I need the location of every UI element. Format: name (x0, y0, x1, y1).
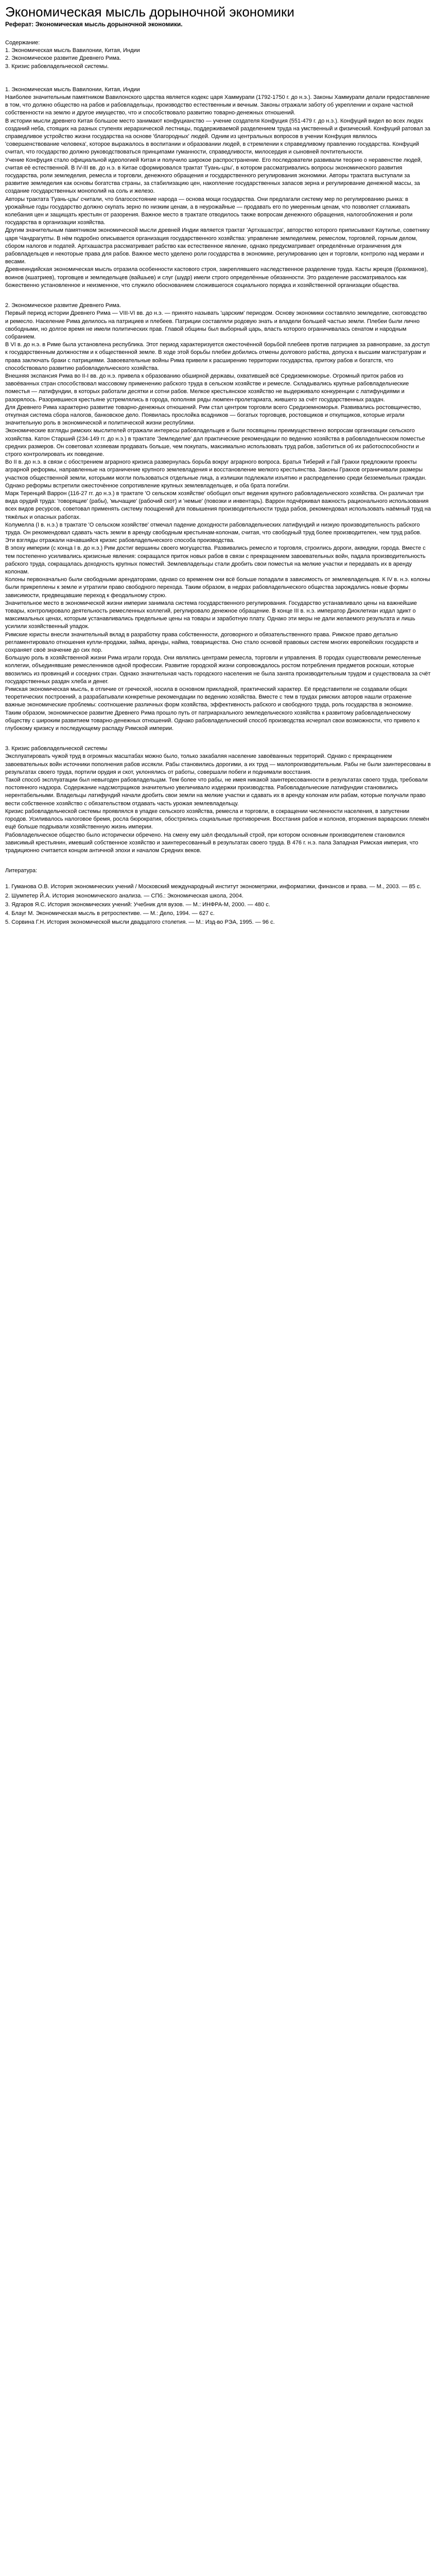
article-body (5, 86, 431, 855)
toc-heading: Содержание: (5, 40, 40, 46)
toc-item: 3. Кризис рабовладельческой системы. (5, 63, 109, 70)
paragraph: Римские юристы внесли значительный вклад в разработку права собственности, договорного и обязательственного права. Римское право детально регламентировало отношения купли-продажи, займа, аренды, найма, товарищества. Оно стало основой правовых систем многих европейских государств и сохраняет своё значение до сих пор. (5, 631, 418, 654)
paragraph: Авторы трактата 'Гуань-цзы' считали, что благосостояние народа — основа мощи государства. Они предлагали систему мер по регулированию рынка: в урожайные годы государство должно скупать зерно по низким ценам, а в неурожайные — продавать его по умеренным ценам, что позволяет сглаживать колебания цен и защищать крестьян от разорения. Важное место в трактате отводилось также вопросам денежного обращения, налогообложения и роли государства в организации хозяйства. (5, 196, 413, 226)
paragraph: Другим значительным памятником экономической мысли древней Индии является трактат 'Артхашастра', авторство которого приписывают Каутилье, советнику царя Чандрагупты. В нём подробно описывается организация государственного хозяйства: управление земледелием, ремеслом, торговлей, горным делом, сбором налогов и податей. Артхашастра рассматривает рабство как естественное явление, однако предусматривает определённые ограничения для рабовладельцев и некоторые права для рабов. Важное место уделено роли государства в экономике, регулированию цен и торговли, контролю над мерами и весами. (5, 227, 430, 265)
paragraph: Римская экономическая мысль, в отличие от греческой, носила в основном прикладной, практический характер. Её представители не создавали общих теоретических построений, а разрабатывали конкретные рекомендации по ведению хозяйства. Вместе с тем в трудах римских авторов нашли отражение важные экономические проблемы: соотношение различных форм хозяйства, эффективность рабского и свободного труда, роль государства в экономике. (5, 686, 413, 708)
paragraph: В VI в. до н.э. в Риме была установлена республика. Этот период характеризуется ожесточённой борьбой плебеев против патрициев за равноправие, за доступ к государственным должностям и к общественной земле. В ходе этой борьбы плебеи добились отмены долгового рабства, допуска к высшим магистратурам и права заключать браки с патрициями. Завоевательные войны Рима привели к расширению территории государства, притоку рабов и богатств, что способствовало развитию рабовладельческого хозяйства. (5, 342, 430, 371)
section-spacer (5, 733, 431, 745)
paragraph: Значительное место в экономической жизни империи занимала система государственного регулирования. Государство устанавливало цены на важнейшие товары, контролировало деятельность ремесленных коллегий, регулировало денежное обращение. В конце III в. н.э. император Диоклетиан издал эдикт о максимальных ценах, которым устанавливались предельные цены на товары и заработную плату. Однако эти меры не дали желаемого результата и лишь усилили хозяйственный упадок. (5, 600, 417, 630)
article-section (5, 86, 431, 290)
paragraph: Большую роль в хозяйственной жизни Рима играли города. Они являлись центрами ремесла, торговли и управления. В городах существовали ремесленные коллегии, объединявшие ремесленников одной профессии. Развитие городской жизни сопровождалось ростом потребления предметов роскоши, которые ввозились из провинций и соседних стран. Однако значительная часть городского населения не была занята производительным трудом и существовала за счёт государственных раздач хлеба и денег. (5, 655, 431, 685)
paragraph: Рабовладельческое общество было исторически обречено. На смену ему шёл феодальный строй, при котором основным производителем становился зависимый крестьянин, имевший собственное хозяйство и заинтересованный в результатах своего труда. В 476 г. н.э. пала Западная Римская империя, что традиционно считается концом античной эпохи и началом Средних веков. (5, 832, 418, 854)
paragraph: Колоны первоначально были свободными арендаторами, однако со временем они всё больше попадали в зависимость от землевладельцев. К IV в. н.э. колоны были прикреплены к земле и утратили право свободного перехода. Таким образом, в недрах рабовладельческого общества зарождались новые формы зависимости, предвещавшие переход к феодальному строю. (5, 577, 430, 599)
page-title: Экономическая мысль дорыночной экономики (5, 4, 294, 20)
section-title: 3. Кризис рабовладельческой системы (5, 745, 108, 752)
references (5, 867, 431, 926)
paragraph: Внешняя экспансия Рима во II-I вв. до н.э. привела к образованию обширной державы, охватившей всё Средиземноморье. Огромный приток рабов из завоёванных стран способствовал массовому применению рабского труда в сельском хозяйстве и ремесле. Складывались крупные рабовладельческие поместья — латифундии, в которых работали десятки и сотни рабов. Мелкое крестьянское хозяйство не выдерживало конкуренции с латифундиями и разорялось. Разорившиеся крестьяне устремлялись в города, пополняя ряды люмпен-пролетариата, жившего за счёт государственных раздач. (5, 372, 409, 403)
paragraph: В истории мысли древнего Китая большое место занимают конфуцианство — учение создателя Конфуция (551-479 г. до н.э.). Конфуций видел во всех людях созданий неба, стоящих на разных ступенях иерархической лестницы, поддерживаемой разделением труда на умственный и физический. Конфуций ратовал за справедливое устройство жизни государства на основе 'благородных' людей. Одним из центральных вопросов в учении Конфуция являлось 'совершенствование человека', которое выражалось в воспитании и образовании людей, в стремлении к справедливому правлению государства. Конфуций считал, что государство должно руководствоваться принципами гуманности, справедливости, милосердия и сыновней почтительности. (5, 117, 430, 156)
section-spacer (5, 290, 431, 302)
section-title: 2. Экономическое развитие Древнего Рима. (5, 302, 121, 309)
page (0, 0, 436, 938)
paragraph: Учение Конфуция стало официальной идеологией Китая и получило широкое распространение. Его последователи развивали теорию о неравенстве людей, считая её естественной. В IV-III вв. до н.э. в Китае сформировался трактат 'Гуань-цзы', в котором рассматривались вопросы экономического развития государства, роли земледелия, ремесла и торговли, денежного обращения и государственного регулирования экономики. Авторы трактата выступали за развитие земледелия как основы богатства страны, за стабилизацию цен, накопление государственных запасов зерна и регулирование денежной массы, за создание государственных монополий на соль и железо. (5, 157, 422, 195)
reference-item: 3. Ядгаров Я.С. История экономических учений: Учебник для вузов. — М.: ИНФРА-М, 2000. — 480 с. (5, 901, 270, 908)
paragraph: Наиболее значительным памятником Вавилонского царства является кодекс царя Хаммурапи (1792-1750 г. до н.э.). Законы Хаммурапи делали предоставление в том, что должно общество на рабов и рабовладельцы, производство естественным и вечным. Законы отражали заботу об укреплении и охране частной собственности на землю и другое имущество, что и способствовало развитию товарно-денежных отношений. (5, 94, 430, 116)
paragraph: Первый период истории Древнего Рима — VIII-VI вв. до н.э. — принято называть 'царским' периодом. Основу экономики составляло земледелие, скотоводство и ремесло. Население Рима делилось на патрициев и плебеев. Патриции составляли родовую знать и владели большей частью земли. Плебеи были лично свободными, но долгое время не имели политических прав. Главой общины был выборный царь, власть которого ограничивалась сенатом и народным собранием. (5, 310, 427, 340)
toc-item: 2. Экономическое развитие Древнего Рима. (5, 55, 121, 62)
reference-item: 1. Гуманова О.В. История экономических учений / Московский международный институт эконометрики, информатики, финансов и права. — М., 2003. — 85 с. (5, 884, 422, 890)
reference-item: 5. Сорвина Г.Н. История экономической мысли двадцатого столетия. — М.: Изд-во РЭА, 1995. — 96 с. (5, 919, 275, 926)
reference-item: 2. Шумпетер Й.А. История экономического анализа. — СПб.: Экономическая школа, 2004. (5, 892, 243, 899)
page-subtitle: Реферат: Экономическая мысль дорыночной экономики. (5, 21, 183, 28)
paragraph: Эксплуатировать чужой труд в огромных масштабах можно было, только закабаляя население завоёванных территорий. Однако с прекращением завоевательных войн источники пополнения рабов иссякли. Рабы становились дорогими, а их труд — малопроизводительным. Рабы не были заинтересованы в результатах своего труда, портили орудия и скот, уклонялись от работы, совершали побеги и поднимали восстания. (5, 753, 431, 775)
paragraph: Такой способ эксплуатации был невыгоден рабовладельцам. Тем более что рабы, не имея никакой заинтересованности в результатах своего труда, требовали постоянного надзора. Содержание надсмотрщиков значительно увеличивало издержки производства. Рабовладельческие латифундии становились нерентабельными. Владельцы латифундий начали дробить свои земли на мелкие участки и сдавать их в аренду колонам или рабам, которые получали право вести собственное хозяйство с обязательством отдавать часть урожая землевладельцу. (5, 777, 428, 807)
paragraph: Марк Теренций Варрон (116-27 гг. до н.э.) в трактате 'О сельском хозяйстве' обобщил опыт ведения крупного рабовладельческого хозяйства. Он различал три вида орудий труда: 'говорящие' (рабы), 'мычащие' (рабочий скот) и 'немые' (повозки и инвентарь). Варрон подчёркивал важность рационального использования всех видов ресурсов, советовал применять систему поощрений для повышения производительности труда рабов, рекомендовал использовать наёмный труд на тяжёлых и опасных работах. (5, 490, 431, 520)
paragraph: Для Древнего Рима характерно развитие товарно-денежных отношений. Рим стал центром торговли всего Средиземноморья. Развивались ростовщичество, откупная система сбора налогов, банковское дело. Появилась прослойка всадников — богатых торговцев, ростовщиков и откупщиков, которые играли значительную роль в экономической и политической жизни республики. (5, 404, 421, 427)
section-title: 1. Экономическая мысль Вавилонии, Китая, Индии (5, 86, 140, 93)
article-section (5, 302, 431, 733)
paragraph: Колумелла (I в. н.э.) в трактате 'О сельском хозяйстве' отмечал падение доходности рабовладельческих латифундий и низкую производительность рабского труда. Он рекомендовал сдавать часть земли в аренду свободным крестьянам-колонам, считая, что свободный труд более производителен, чем труд рабов. Эти взгляды отражали начавшийся кризис рабовладельческого способа производства. (5, 521, 422, 544)
paragraph: В эпоху империи (с конца I в. до н.э.) Рим достиг вершины своего могущества. Развивались ремесло и торговля, строились дороги, акведуки, города. Вместе с тем постепенно усиливались кризисные явления: сокращался приток новых рабов в связи с прекращением завоевательных войн, падала производительность рабского труда, сокращалась доходность крупных поместий. Землевладельцы стали дробить свои поместья на мелкие участки и передавать их в аренду колонам. (5, 545, 426, 575)
article-section (5, 745, 431, 855)
paragraph: Древнеиндийская экономическая мысль отразила особенности кастового строя, закреплявшего наследственное разделение труда. Касты жрецов (брахманов), воинов (кшатриев), торговцев и земледельцев (вайшьев) и слуг (шудр) имели строго определённые обязанности. Это разделение рассматривалось как божественно установленное и неизменное, что служило обоснованием сложившегося социального порядка и хозяйственной организации общества. (5, 266, 428, 289)
paragraph: Таким образом, экономическое развитие Древнего Рима прошло путь от патриархального земледельческого хозяйства к развитому рабовладельческому обществу с широким развитием товарно-денежных отношений. Однако рабовладельческий способ производства исчерпал свои возможности, что привело к глубокому кризису и последующему распаду Римской империи. (5, 709, 420, 732)
paragraph: Кризис рабовладельческой системы проявлялся в упадке сельского хозяйства, ремесла и торговли, в сокращении численности населения, в запустении городов. Усиливалось налоговое бремя, росла бюрократия, обострялись социальные противоречия. Восстания рабов и колонов, вторжения варварских племён ещё больше подрывали хозяйственную жизнь империи. (5, 808, 429, 831)
table-of-contents (5, 39, 431, 71)
references-list (5, 883, 431, 926)
paragraph: Во II в. до н.э. в связи с обострением аграрного кризиса развернулась борьба вокруг аграрного вопроса. Братья Тиберий и Гай Гракхи предложили проекты аграрной реформы, направленные на ограничение крупного землевладения и восстановление мелкого крестьянства. Законы Гракхов ограничивали размеры участков общественной земли, которыми могли пользоваться отдельные лица, а излишки подлежали изъятию и распределению среди безземельных граждан. Однако реформы встретили ожесточённое сопротивление крупных землевладельцев, и оба брата погибли. (5, 459, 427, 489)
toc-item: 1. Экономическая мысль Вавилонии, Китая, Индии (5, 47, 140, 54)
references-heading: Литература: (5, 868, 38, 874)
paragraph: Экономические взгляды римских мыслителей отражали интересы рабовладельцев и были посвящены преимущественно вопросам организации сельского хозяйства. Катон Старший (234-149 гг. до н.э.) в трактате 'Земледелие' дал практические рекомендации по ведению хозяйства в рабовладельческом поместье средних размеров. Он советовал хозяевам продавать больше, чем покупать, максимально использовать труд рабов, заботиться об их работоспособности и строго контролировать их поведение. (5, 428, 425, 457)
reference-item: 4. Блауг М. Экономическая мысль в ретроспективе. — М.: Дело, 1994. — 627 с. (5, 910, 215, 917)
